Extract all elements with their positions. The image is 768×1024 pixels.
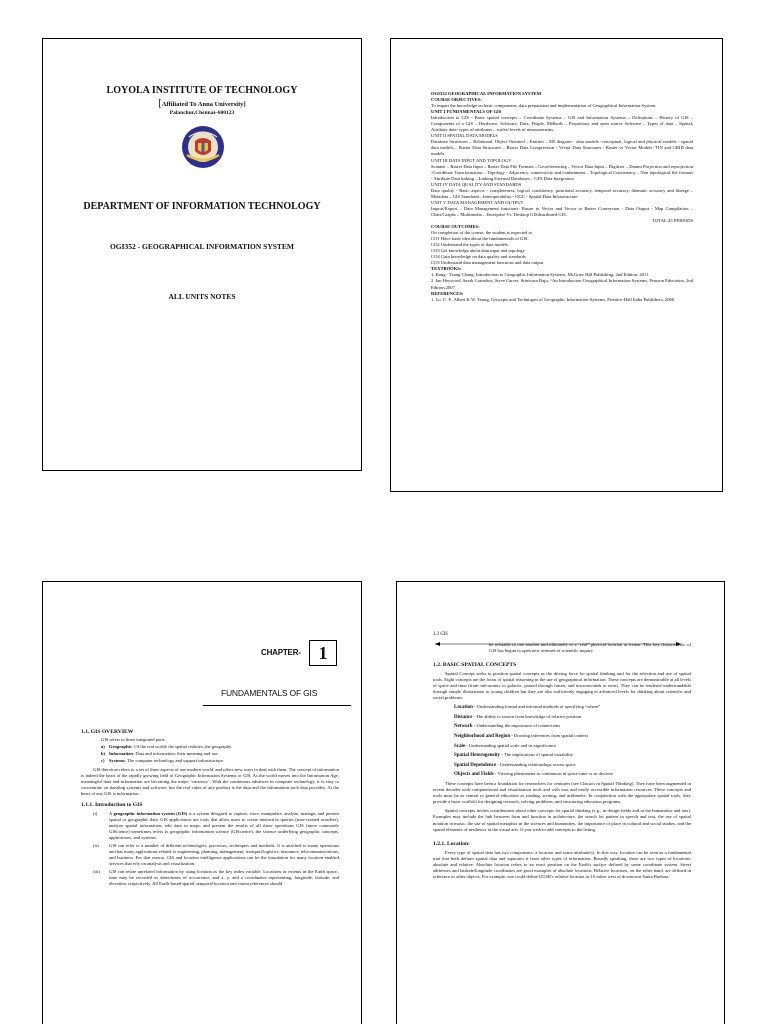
concepts-page: [396, 581, 725, 1024]
cover-page: [42, 38, 362, 471]
affiliation-text: Affiliated To Anna University]: [161, 101, 246, 108]
syllabus-line: OGI352 GEOGRAPHICAL INFORMATION SYSTEM: [431, 91, 542, 96]
subsection-heading: 1.2.1. Location:: [433, 840, 470, 847]
item-marker: (ii): [93, 842, 99, 848]
concept-item: [454, 771, 691, 778]
chapter-number: 1: [309, 640, 337, 666]
concept-item: [454, 743, 691, 750]
concept-term: Distance: [454, 714, 473, 720]
part-desc: : Data and information; their meaning and use.: [133, 751, 219, 757]
syllabus-line: CO3 Get knowledge about data input and topology: [431, 248, 525, 254]
concept-term: Spatial Dependence: [454, 762, 497, 768]
concept-desc: - The implications of spatial variability: [500, 752, 574, 758]
syllabus-line: CO5 Understand data management functions and data output: [431, 260, 544, 266]
total-periods: TOTAL:45 PERIODS: [652, 217, 693, 223]
syllabus-units: [431, 91, 693, 218]
syllabus-line: UNIT I FUNDAMENTALS OF GIS: [431, 109, 502, 115]
item-marker: (i): [93, 810, 98, 816]
part-desc: : The computer technology and support infrastructure.: [124, 758, 225, 764]
concept-item: [454, 704, 691, 711]
intro-items: [81, 811, 339, 888]
concept-term: Scale: [454, 743, 466, 749]
part-item: [101, 751, 339, 757]
chapter-body: [81, 729, 339, 887]
syllabus-line: Database Structures – Relational, Object Oriented – Entities – ER diagram - data models -conceptual, logical and physical models - spatial data models – Raster Data Structures – Raster Data Compression - Vector Data Structures - Raster vs Vector Models- TIN and GRID data models.: [431, 139, 693, 157]
syllabus-line: CO1 Have basic idea about the fundamentals of GIS.: [431, 236, 529, 242]
syllabus-outcomes: [431, 224, 693, 303]
syllabus-line: COURSE OBJECTIVES:: [431, 97, 482, 103]
syllabus-line: UNIT III DATA INPUT AND TOPOLOGY: [431, 157, 512, 163]
concept-term: Objects and Fields: [454, 772, 494, 778]
syllabus-line: UNIT V DATA MANAGEMENT AND OUTPUT: [431, 199, 524, 205]
syllabus-line: REFERENCES:: [431, 290, 464, 296]
syllabus-line: 1. Kang - Tsung Chang, Introduction to Geographic Information Systems, McGraw Hill Publishing, 2nd Edition, 2011.: [431, 272, 650, 278]
concept-item: [454, 752, 691, 759]
part-term: Geographic: [109, 744, 132, 750]
concept-term: Spatial Heterogeneity: [454, 753, 501, 759]
location-paragraph: Every type of spatial data has two components: a location and some attribute(s). In this way, location can be seen as a fundamental trait that both defines spatial data and separates it from other types of information. Broadly speaking, there are two types of locations: absolute and relative. Absolute location refers to an exact position on the Earth's surface defined by some coordinate system. Street addresses and latitude/longitude coordinates are good examples of absolute locations. Relative locations, on the other hand, are defined in reference to other objects. For example, one could define UCSB's relative location as 10 miles west of downtown Santa Barbara.: [433, 849, 691, 879]
chapter-page: [42, 581, 362, 1024]
syllabus-line: TEXTBOOKS:: [431, 266, 462, 272]
item-text: [109, 843, 339, 867]
concept-desc: - Understanding formal and informal methods of specifying “where”: [472, 704, 601, 710]
part-item: [101, 758, 339, 764]
part-marker: a): [101, 744, 105, 750]
concept-desc: - Viewing phenomena as continuous in space-time or as discrete: [493, 771, 613, 777]
part-text: [109, 744, 232, 750]
syllabus-line: 2. Ian Heywood, Sarah Cornelius, Steve Carver, Srinivasa Raju, “An Introduction Geographical Information Systems, Pearson Education, 2nd Edition,2007.: [431, 278, 693, 290]
chapter-title: FUNDAMENTALS OF GIS: [221, 688, 318, 698]
chapter-label: CHAPTER-: [261, 648, 301, 657]
intro-item: [93, 811, 339, 841]
concept-term: Network: [454, 724, 473, 730]
course-title: OGI352 - GEOGRAPHICAL INFORMATION SYSTEM: [109, 242, 295, 251]
concept-item: [454, 762, 691, 769]
item-term: geographic information system (GIS): [113, 810, 188, 816]
item-marker: (iii): [93, 868, 100, 874]
part-marker: c): [101, 758, 105, 764]
syllabus-line: To impart the knowledge on basic components, data preparation and implementation of Geographical Information System.: [431, 103, 657, 109]
part-item: [101, 744, 339, 750]
concept-desc: - Understanding relationships across space: [496, 761, 576, 767]
concept-desc: - Understanding spatial scale and its significance: [465, 742, 557, 748]
concept-item: [454, 723, 691, 730]
item-text: [109, 869, 339, 887]
running-head: 1.2 GIS: [433, 632, 448, 637]
syllabus-line: Scanner – Raster Data Input – Raster Data File Formats – Georeferencing – Vector Data Input – Digitiser – Datum Projection and reprojection -Coordinate Transformation – Topology - Adjacency, connectivity and containment – Topological Consistency – Non topological file formats - Attribute Data linking – Linking External Databases – GPS Data Integration: [431, 163, 693, 181]
syllabus-line: CO4 Gain knowledge on data quality and standards: [431, 254, 526, 260]
part-marker: b): [101, 751, 106, 757]
section-intro: GIS refers to three integrated parts.: [101, 737, 166, 743]
institute-logo-icon: [181, 125, 225, 169]
concept-item: [454, 714, 691, 721]
concepts-body: [433, 642, 691, 880]
item-desc: is a system designed to capture, store, manipulate, analyze, manage, and present spatial or geographic data. GIS applications are tools that allow users to create interactive queries (user-created searches), analyze spatial information, edit data in maps, and present the results of all these operations GIS (more commonly GIScience) sometimes refers to geographic information science (GIScience), the science underlying geographic concepts, applications, and systems.: [109, 810, 339, 840]
foundation-paragraph: These concepts have been a foundation for researchers for centuries (see Classics in Spatial Thinking). They have been augmented in recent decades with computational and visualization tools and with vast and easily accessible information resources. These concepts and tools must be as central to general education as reading, writing, and arithmetic. In conjunction with the appropriate spatial tools, they provide a basic scaffold for designing research, solving problems, and structuring education programs.: [433, 781, 691, 805]
institute-name: LOYOLA INSTITUTE OF TECHNOLOGY: [106, 85, 298, 96]
intro-item: [93, 869, 339, 887]
syllabus-page: [390, 38, 723, 492]
item-lead: A: [109, 810, 114, 816]
affiliation: [43, 98, 361, 109]
department-title: DEPARTMENT OF INFORMATION TECHNOLOGY: [83, 201, 321, 212]
concept-desc: - Drawing inferences from spatial context: [510, 733, 588, 739]
part-text: [109, 758, 224, 764]
contributions-paragraph: Spatial concepts invites contributions about other concepts for spatial thinking (e.g., in design fields and in the humanities and arts). Examples may include the link between form and function in architecture, the search for pattern in speech and text, the use of spatial notation in music, the use of spatial metaphor in the sciences and humanities, the importance of place in cultural and social studies, and the spatial elements of aesthetics in the visual arts. If you wish to add concepts to the listing.: [433, 808, 691, 832]
chapter-rule: [203, 705, 351, 706]
parts-list: [81, 744, 339, 764]
affiliation-bracket: [: [158, 98, 162, 109]
item-desc: GIS can refer to a number of different technologies, processes, techniques and methods. It is attached to many operations and has many applications related to engineering, planning, management, transport/logistics, insurance, telecommunications, and business. For that reason, GIS and location intelligence applications can be the foundation for many location-enabled services that rely on analysis and visualization.: [109, 842, 339, 866]
syllabus-line: UNIT IV DATA QUALITY AND STANDARDS: [431, 181, 522, 187]
concepts-list: [433, 704, 691, 778]
item-text: [109, 811, 339, 841]
concept-desc: - The ability to reason from knowledge of relative position: [472, 713, 582, 719]
item-desc: GIS can relate unrelated information by using location as the key index variable. Locations or extents in the Earth space–time may be recorded as dates/times of occurrence, and x, y, and z coordinates representing, longitude, latitude, and elevation, respectively. All Earth-based spatial–temporal location and extent references should: [109, 868, 339, 887]
section-heading: 1.2. BASIC SPATIAL CONCEPTS: [433, 662, 517, 669]
concept-item: [454, 733, 691, 740]
concept-desc: - Understanding the importance of connections: [472, 723, 561, 729]
syllabus-line: 1. Lo. C. P., Albert K.W. Yeung, Concepts and Techniques of Geographic Information Systems, Prentice-Hall India Publishers, 2006: [431, 296, 675, 302]
part-term: Information: [109, 751, 133, 757]
concepts-paragraph: Spatial Concept seeks to position spatial concepts as the driving force for spatial thinking and for the selection and use of spatial tools. Eight concepts are the focus of spatial reasoning in the use of geographical information. These concepts are demonstrable at all levels of space and time (from sub-atomic to galactic, passed through future, and microseconds to eons). They can be rendered understandable through simple illustrations to young children but they are also sufficiently engaging at advanced levels for thinking about scientific and social problems.: [433, 671, 691, 701]
syllabus-line: Data quality - Basic aspects - completeness, logical consistency, positional accuracy, temporal accuracy, thematic accuracy and lineage – Metadata – GIS Standards –Interoperability - OGC - Spatial Data Infrastructure: [431, 187, 693, 199]
intro-item: [93, 843, 339, 867]
concept-term: Neighborhood and Region: [454, 734, 511, 740]
institute-address: Palanchur,Chennai–600123: [169, 110, 235, 116]
part-term: Systems: [109, 758, 125, 764]
syllabus-line: On completion of the course, the student is expected to: [431, 230, 533, 236]
notes-title: ALL UNITS NOTES: [168, 292, 236, 301]
syllabus-body: [431, 91, 693, 303]
syllabus-line: CO2 Understand the types of data models.: [431, 242, 509, 248]
concept-term: Location: [454, 705, 473, 711]
syllabus-line: COURSE OUTCOMES:: [431, 224, 480, 230]
syllabus-line: Introduction to GIS - Basic spatial concepts – Coordinate Systems – GIS and Information Systems – Definitions – History of GIS – Components of a GIS – Hardware, Software, Data, People, Methods – Proprietary and open source Software – Types of data – Spatial, Attribute data- types of attributes – scales/ levels of measurements.: [431, 115, 693, 133]
part-desc: : Of the real world; the spatial realities, the geography.: [131, 744, 233, 750]
overview-paragraph: GIS therefore refers to a set of three aspects of our modern world, and offers new ways to deal with them. The concept of information is indeed the heart of the rapidly growing field of Geographic Information Systems or GIS. As the world moves into the Information Age, meaningful data and information are becoming the major ‘currency’. With the continuous advances in computer technology, it is easy to concentrate on dazzling systems and software, but the real value of any product is the data and the information such data provides. At the heart of any GIS is information.: [81, 767, 339, 797]
section-heading: 1.1. GIS OVERVIEW: [81, 729, 134, 735]
syllabus-line: Import/Export – Data Management functions- Raster to Vector and Vector to Raster Conversion - Data Output - Map Compilation – Chart/Graphs – Multimedia – Enterprise Vs. Desktop GISdistributed GIS.: [431, 205, 693, 217]
syllabus-line: UNIT II SPATIAL DATA MODELS: [431, 133, 498, 139]
subsection-heading: 1.1.1. Introduction to GIS: [81, 802, 143, 809]
lead-paragraph: be relatable to one another and ultimately to a “real” physical location or extent. This key characteristic of GIS has begun to open new avenues of scientific inquiry.: [489, 642, 691, 654]
part-text: [109, 751, 219, 757]
